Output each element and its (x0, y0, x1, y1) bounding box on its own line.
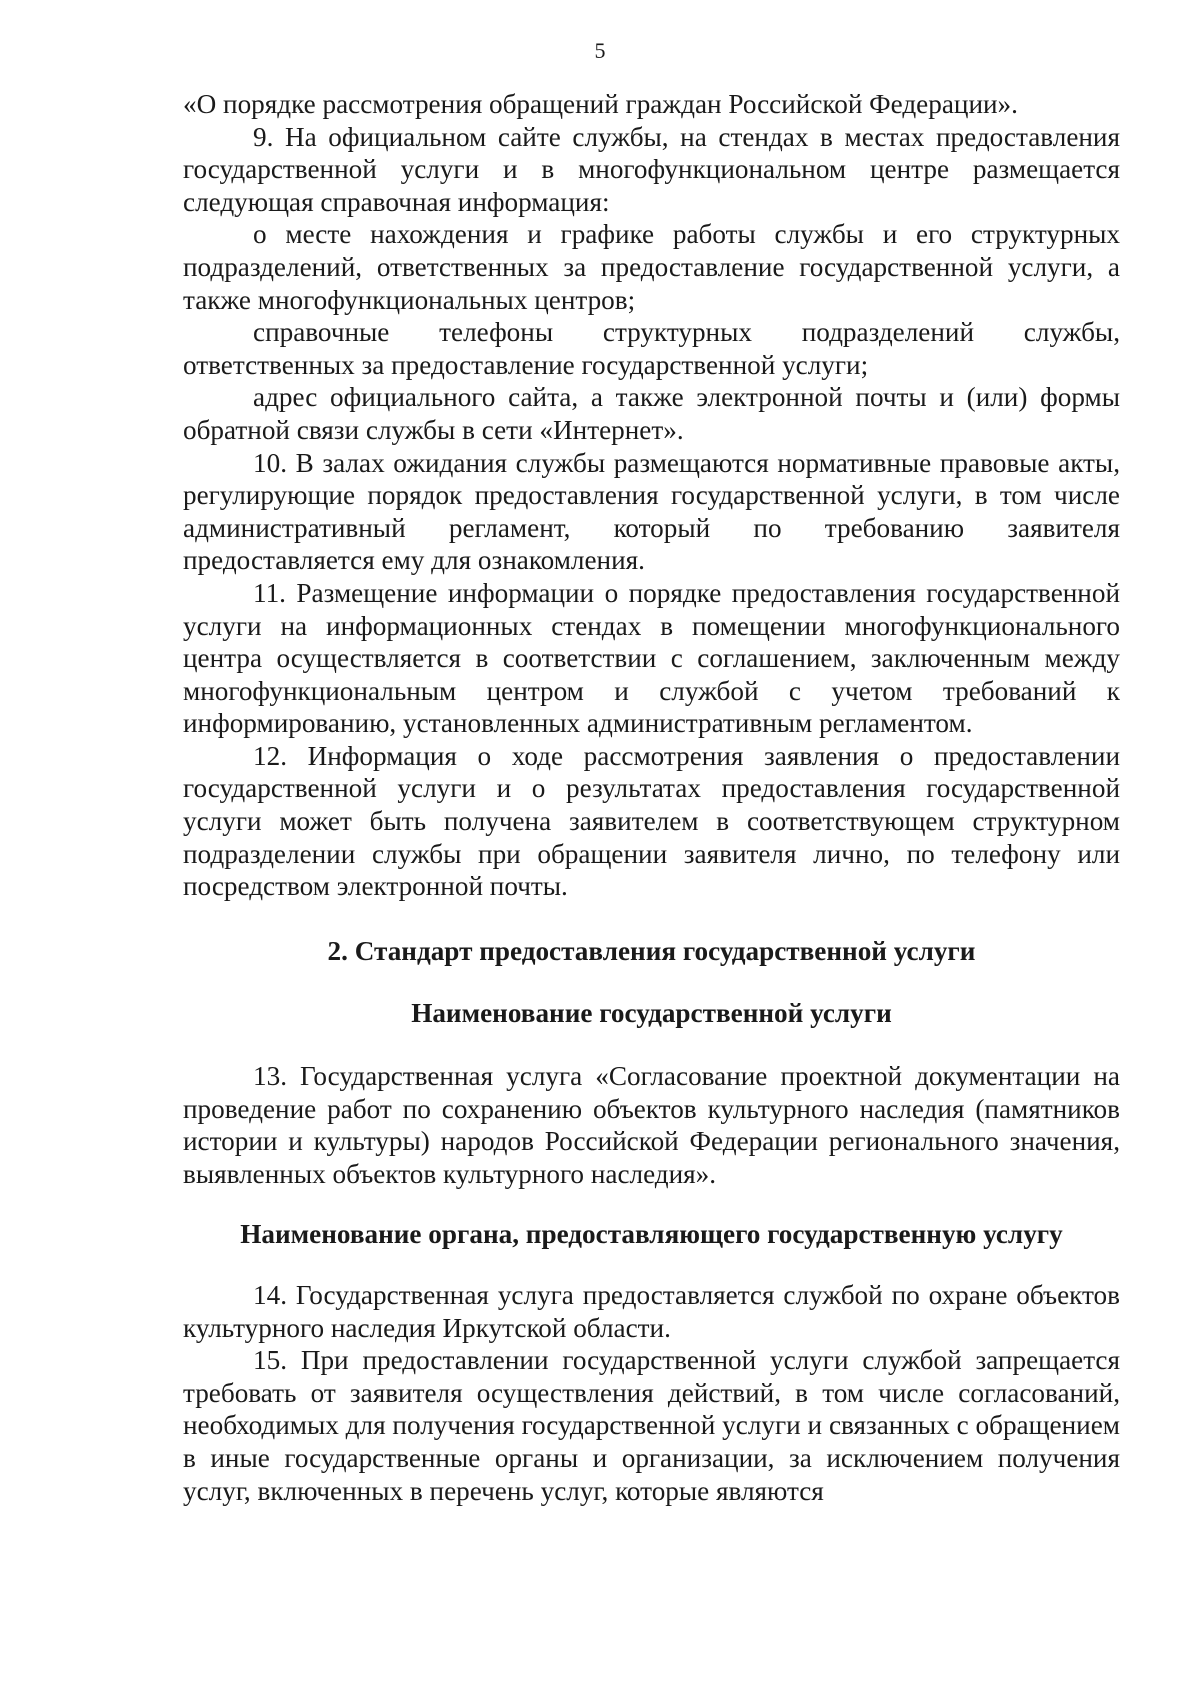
paragraph-9-item-phones: справочные телефоны структурных подразделений службы, ответственных за предоставление государственной услуги; (183, 317, 1120, 380)
paragraph-14: 14. Государственная услуга предоставляется службой по охране объектов культурного наследия Иркутской области. (183, 1280, 1120, 1343)
document-body (183, 88, 1120, 1507)
paragraph-9-item-location: о месте нахождения и графике работы службы и его структурных подразделений, ответственных за предоставление государственной услуги, а также многофункциональных центров; (183, 219, 1120, 315)
paragraph-11: 11. Размещение информации о порядке предоставления государственной услуги на информационных стендах в помещении многофункционального центра осуществляется в соответствии с соглашением, заключенным между многофункциональным центром и службой с учетом требований к информированию, установленных административным регламентом. (183, 577, 1120, 739)
section-heading: 2. Стандарт предоставления государственной услуги (327, 935, 976, 966)
paragraph-15: 15. При предоставлении государственной услуги службой запрещается требовать от заявителя осуществления действий, в том числе согласований, необходимых для получения государственной услуги и связанных с обращением в иные государственные органы и организации, за исключением получения услуг, включенных в перечень услуг, которые являются (183, 1345, 1120, 1506)
paragraph-10: 10. В залах ожидания службы размещаются нормативные правовые акты, регулирующие порядок предоставления государственной услуги, в том числе административный регламент, который по требованию заявителя предоставляется ему для ознакомления. (183, 447, 1120, 576)
subheading-authority-name: Наименование органа, предоставляющего государственную услугу (240, 1219, 1063, 1250)
subheading-service-name: Наименование государственной услуги (411, 998, 892, 1029)
paragraph-12: 12. Информация о ходе рассмотрения заявления о предоставлении государственной услуги и о результатах предоставления государственной услуги может быть получена заявителем в соответствующем структурном подразделении службы при обращении заявителя лично, по телефону или посредством электронной почты. (183, 740, 1120, 902)
paragraph-13: 13. Государственная услуга «Согласование проектной документации на проведение работ по сохранению объектов культурного наследия (памятников истории и культуры) народов Российской Федерации регионального значения, выявленных объектов культурного наследия». (183, 1061, 1120, 1189)
page-number: 5 (594, 38, 606, 63)
paragraph-9: 9. На официальном сайте службы, на стендах в местах предоставления государственной услуги и в многофункциональном центре размещается следующая справочная информация: (183, 121, 1120, 217)
paragraph-9-item-website: адрес официального сайта, а также электронной почты и (или) формы обратной связи службы в сети «Интернет». (183, 382, 1120, 445)
paragraph-continuation: «О порядке рассмотрения обращений граждан Российской Федерации». (183, 89, 1018, 119)
